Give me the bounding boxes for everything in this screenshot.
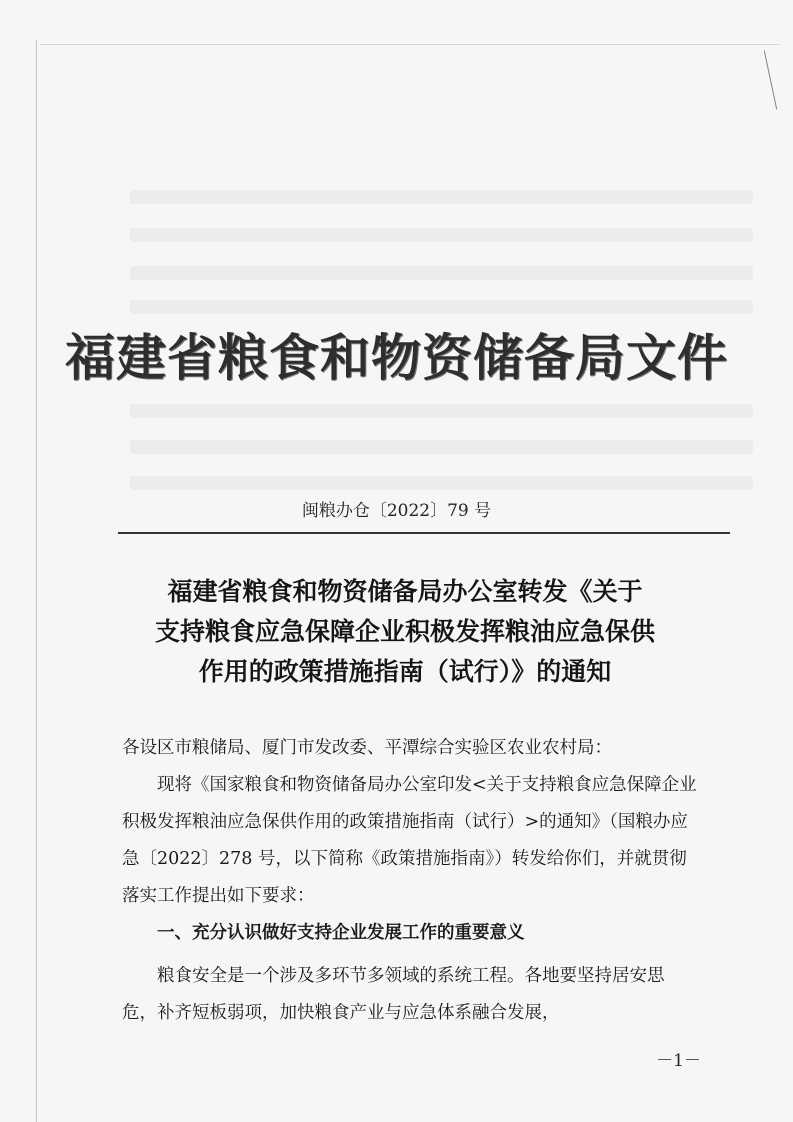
bleed-through-line <box>130 228 753 242</box>
addressee: 各设区市粮储局、厦门市发改委、平潭综合实验区农业农村局： <box>122 738 612 758</box>
notice-title <box>90 572 720 692</box>
bleed-through-line <box>130 300 753 314</box>
bleed-through-line <box>130 266 753 280</box>
scan-edge-right <box>764 51 777 110</box>
bleed-through-line <box>130 190 753 204</box>
document-body <box>122 730 697 1032</box>
bleed-through-line <box>130 440 753 454</box>
notice-title-line: 福建省粮食和物资储备局办公室转发《关于 <box>167 577 643 606</box>
header-divider <box>118 532 730 534</box>
page-number: －1－ <box>656 1051 701 1071</box>
scan-edge-top <box>40 44 780 45</box>
document-header-title: 福建省粮食和物资储备局文件 <box>65 329 728 387</box>
notice-title-line: 作用的政策措施指南（试行）》的通知 <box>198 657 612 686</box>
bleed-through-line <box>130 476 753 490</box>
bleed-through-line <box>130 404 753 418</box>
document-number: 闽粮办仓〔2022〕79 号 <box>301 501 492 521</box>
section-heading: 一、充分认识做好支持企业发展工作的重要意义 <box>157 923 525 943</box>
scan-edge-left <box>36 40 37 1122</box>
intro-paragraph: 现将《国家粮食和物资储备局办公室印发<关于支持粮食应急保障企业积极发挥粮油应急保供作用的政策措施指南（试行）>的通知》（国粮办应急〔2022〕278 号，以下简称《政策措施指南》）转发给你们，并就贯彻落实工作提出如下要求： <box>122 775 697 906</box>
section-paragraph: 粮食安全是一个涉及多环节多领域的系统工程。各地要坚持居安思危，补齐短板弱项，加快粮食产业与应急体系融合发展， <box>122 966 665 1023</box>
notice-title-line: 支持粮食应急保障企业积极发挥粮油应急保供 <box>154 617 655 646</box>
